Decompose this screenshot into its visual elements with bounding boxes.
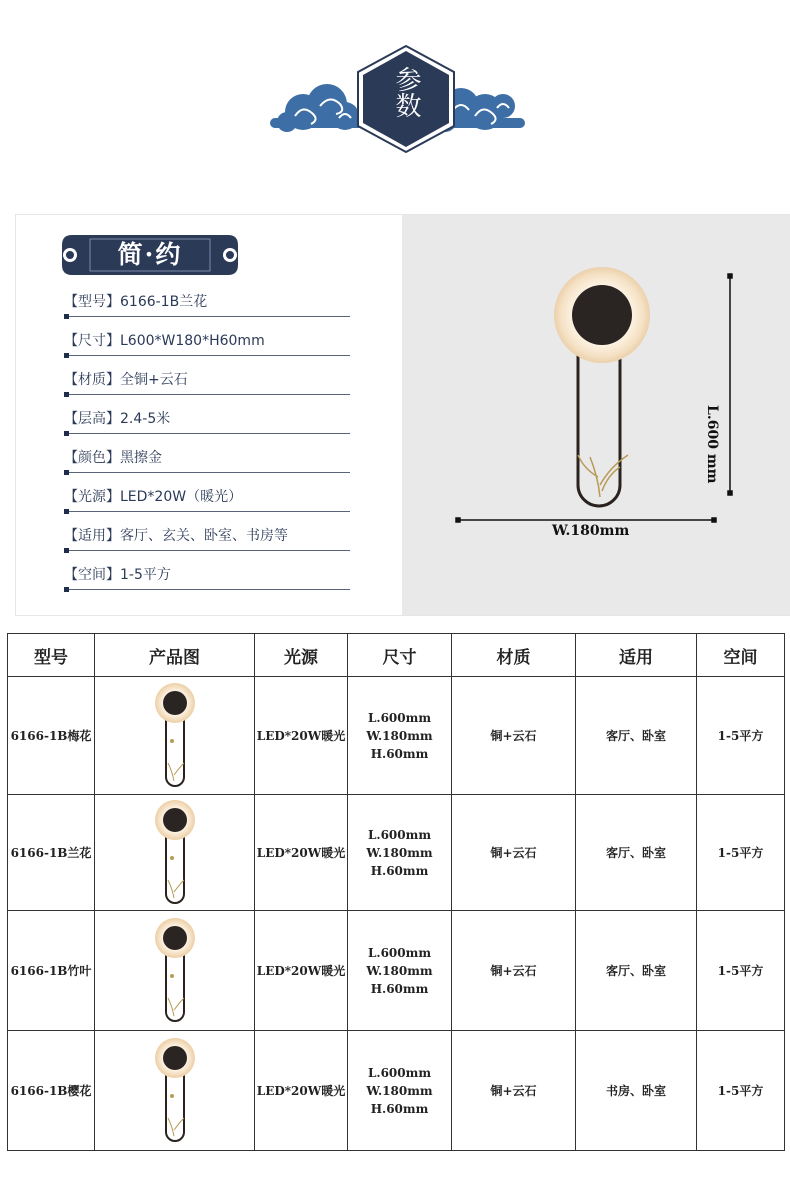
- product-image-cell: [95, 795, 255, 911]
- space-cell: 1-5平方: [697, 677, 785, 795]
- light-cell: LED*20W暖光: [255, 911, 348, 1031]
- material-cell: 铜+云石: [452, 677, 576, 795]
- product-dimension-image: [402, 215, 790, 615]
- usage-cell: 书房、卧室: [576, 1031, 697, 1151]
- spec-row-usage: [64, 521, 350, 551]
- product-table: [7, 633, 785, 1151]
- size-length: L.600mm: [367, 710, 432, 725]
- spec-row-text: 【光源】LED*20W（暖光）: [64, 489, 243, 505]
- spec-row-text: 【尺寸】L600*W180*H60mm: [64, 333, 265, 349]
- model-cell: 6166-1B樱花: [8, 1031, 95, 1151]
- table-row: [8, 1031, 785, 1151]
- model-cell: 6166-1B竹叶: [8, 911, 95, 1031]
- size-length: L.600mm: [367, 945, 432, 960]
- spec-row-color: [64, 443, 350, 473]
- size-cell: [348, 1031, 452, 1151]
- width-dimension-label: W.180mm: [552, 523, 630, 539]
- model-cell: 6166-1B兰花: [8, 795, 95, 911]
- spec-panel: [15, 214, 790, 616]
- wall-lamp-illustration: [554, 267, 650, 506]
- size-length: L.600mm: [367, 1065, 432, 1080]
- spec-row-text: 【颜色】黑擦金: [64, 450, 162, 466]
- header-image: 产品图: [95, 634, 255, 677]
- size-width: W.180mm: [366, 845, 433, 860]
- left-cloud-icon: [270, 84, 370, 132]
- banner-title: 简·约: [117, 240, 183, 269]
- spec-row-text: 【适用】客厅、玄关、卧室、书房等: [64, 528, 288, 544]
- material-cell: 铜+云石: [452, 1031, 576, 1151]
- light-cell: LED*20W暖光: [255, 1031, 348, 1151]
- usage-cell: 客厅、卧室: [576, 911, 697, 1031]
- size-cell: [348, 911, 452, 1031]
- space-cell: 1-5平方: [697, 1031, 785, 1151]
- header-size: 尺寸: [348, 634, 452, 677]
- light-cell: LED*20W暖光: [255, 677, 348, 795]
- header-space: 空间: [697, 634, 785, 677]
- lamp-thumbnail-icon: [150, 1036, 200, 1146]
- lamp-thumbnail-icon: [150, 681, 200, 791]
- size-height: H.60mm: [370, 863, 429, 878]
- product-image-cell: [95, 911, 255, 1031]
- usage-cell: 客厅、卧室: [576, 795, 697, 911]
- size-cell: [348, 677, 452, 795]
- header-usage: 适用: [576, 634, 697, 677]
- size-width: W.180mm: [366, 963, 433, 978]
- size-cell: [348, 795, 452, 911]
- emblem-text: 参数: [391, 66, 421, 118]
- size-width: W.180mm: [366, 728, 433, 743]
- size-width: W.180mm: [366, 1083, 433, 1098]
- parameters-emblem: [265, 44, 525, 154]
- light-cell: LED*20W暖光: [255, 795, 348, 911]
- space-cell: 1-5平方: [697, 911, 785, 1031]
- header-material: 材质: [452, 634, 576, 677]
- header-model: 型号: [8, 634, 95, 677]
- material-cell: 铜+云石: [452, 911, 576, 1031]
- spec-row-size: [64, 326, 350, 356]
- spec-row-light-source: [64, 482, 350, 512]
- header-light: 光源: [255, 634, 348, 677]
- spec-row-model: [64, 287, 350, 317]
- lamp-thumbnail-icon: [150, 916, 200, 1026]
- product-image-cell: [95, 677, 255, 795]
- size-height: H.60mm: [370, 746, 429, 761]
- table-row: [8, 677, 785, 795]
- product-image-cell: [95, 1031, 255, 1151]
- spec-row-floor-height: [64, 404, 350, 434]
- spec-row-text: 【空间】1-5平方: [64, 567, 171, 583]
- spec-row-text: 【材质】全铜+云石: [64, 372, 188, 388]
- model-cell: 6166-1B梅花: [8, 677, 95, 795]
- table-row: [8, 911, 785, 1031]
- spec-row-material: [64, 365, 350, 395]
- table-row: [8, 795, 785, 911]
- spec-list: [16, 215, 402, 615]
- space-cell: 1-5平方: [697, 795, 785, 911]
- table-header-row: [8, 634, 785, 677]
- size-height: H.60mm: [370, 1101, 429, 1116]
- lamp-thumbnail-icon: [150, 798, 200, 908]
- size-length: L.600mm: [367, 827, 432, 842]
- size-height: H.60mm: [370, 981, 429, 996]
- spec-row-space: [64, 560, 350, 590]
- spec-row-text: 【型号】6166-1B兰花: [64, 294, 208, 310]
- material-cell: 铜+云石: [452, 795, 576, 911]
- length-dimension-label: L.600 mm: [704, 405, 720, 484]
- usage-cell: 客厅、卧室: [576, 677, 697, 795]
- spec-row-text: 【层高】2.4-5米: [64, 411, 171, 427]
